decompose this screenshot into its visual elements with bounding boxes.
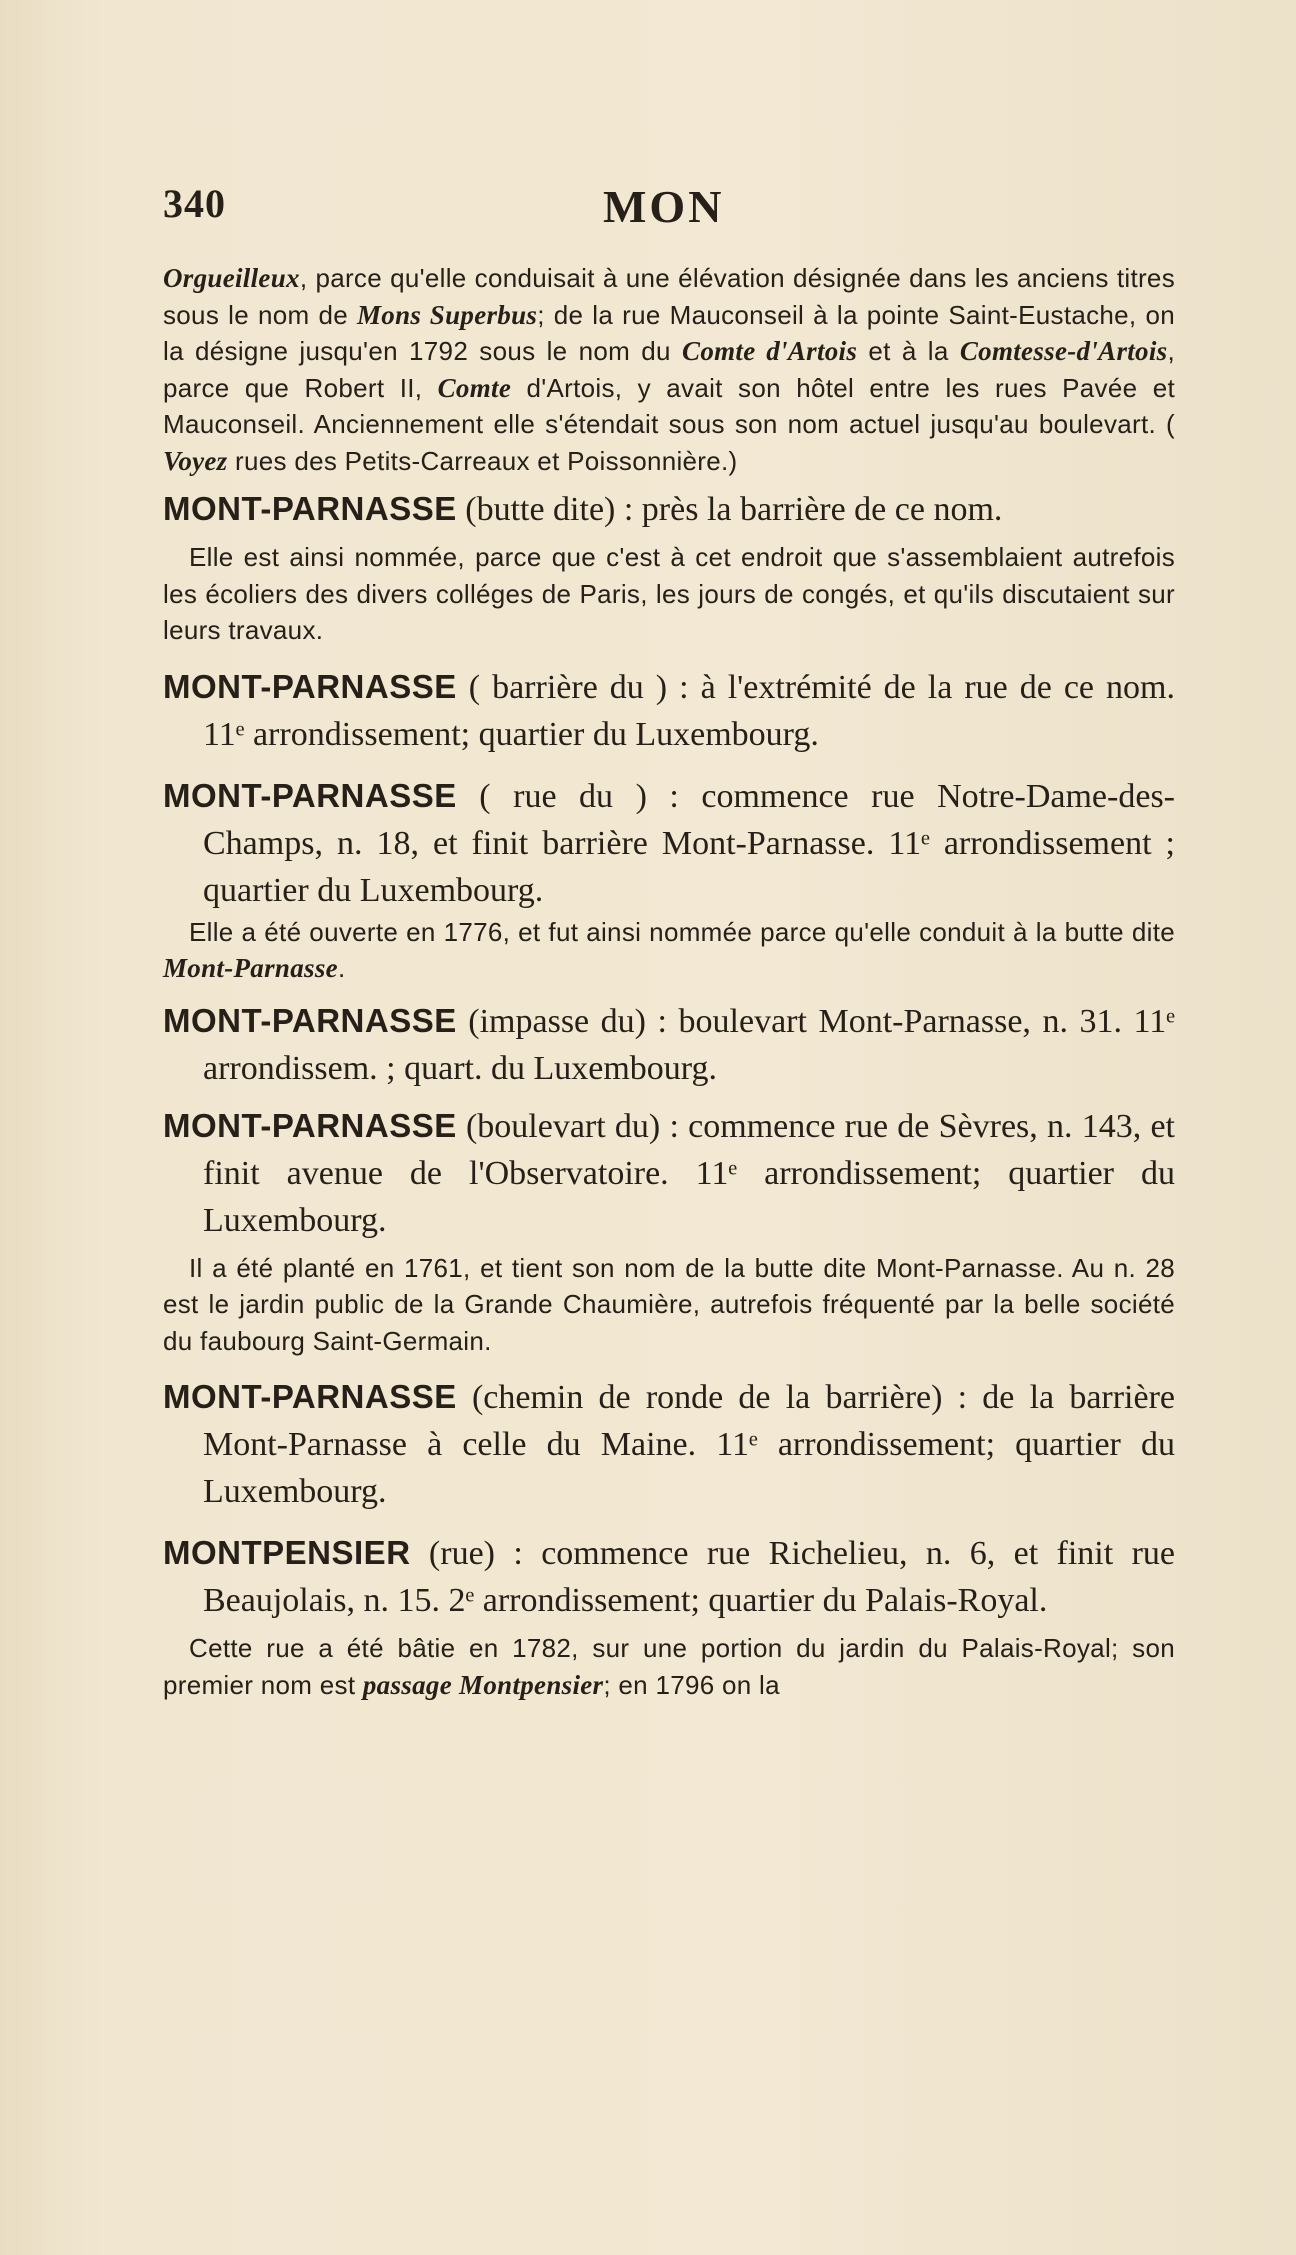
entry-note xyxy=(163,914,1175,987)
text-run: d'Artois, y avait son hôtel entre les rues Pavée et Mauconseil. Anciennement elle s'étendait sous son nom actuel jusqu'au boulevart. ( xyxy=(163,372,1175,439)
running-head: MON xyxy=(603,181,725,232)
continued-paragraph xyxy=(163,260,1175,479)
text-run: , parce que Robert II, xyxy=(163,336,1175,403)
entry-headword: MONT-PARNASSE xyxy=(163,1001,457,1039)
italic-text: Comte xyxy=(437,372,512,403)
entry-barriere xyxy=(163,663,1175,758)
entry-headword: MONT-PARNASSE xyxy=(163,1378,457,1415)
entry-text: ( barrière du ) : à l'extrémité de la rue de ce nom. 11ᵉ arrondissement; quartier du Luxembourg. xyxy=(203,668,1175,753)
entry-chemin xyxy=(163,1373,1175,1515)
text-run: et à la xyxy=(857,336,960,366)
entry-montpensier xyxy=(163,1529,1175,1624)
entry-text: (boulevart du) : commence rue de Sèvres, n. 143, et finit avenue de l'Observatoire. 11ᵉ arrondissement; quartier du Luxembourg. xyxy=(203,1107,1175,1239)
italic-text: Mons Superbus xyxy=(357,299,538,330)
entry-text: ( rue du ) : commence rue Notre-Dame-des-Champs, n. 18, et finit barrière Mont-Parnasse. 11ᵉ arrondissement ; quartier du Luxembourg. xyxy=(203,777,1175,909)
italic-text: passage Montpensier xyxy=(362,1669,604,1700)
entry-boulevart xyxy=(163,1102,1175,1244)
text-run: . xyxy=(337,953,346,983)
entry-butte xyxy=(163,485,1175,533)
italic-text: Voyez xyxy=(163,445,228,476)
entry-rue xyxy=(163,772,1175,914)
page-number: 340 xyxy=(163,181,226,226)
italic-text: Comte d'Artois xyxy=(682,336,858,366)
text-run: Cette rue a été bâtie en 1782, sur une portion du jardin du Palais-Royal; son premier nom est xyxy=(163,1633,1175,1700)
entry-headword: MONT-PARNASSE xyxy=(163,776,457,814)
entry-headword: MONT-PARNASSE xyxy=(163,1106,457,1144)
entry-note: Elle est ainsi nommée, parce que c'est à cet endroit que s'assemblaient autrefois les écoliers des divers colléges de Paris, les jours de congés, et qu'ils discutaient sur leurs travaux. xyxy=(163,542,1175,645)
entry-impasse xyxy=(163,997,1175,1092)
text-run: Elle a été ouverte en 1776, et fut ainsi nommée parce qu'elle conduit à la butte dite xyxy=(189,916,1175,947)
entry-note xyxy=(163,1630,1175,1703)
page-content xyxy=(163,260,1175,1703)
entry-text: (impasse du) : boulevart Mont-Parnasse, n. 31. 11ᵉ arrondissem. ; quart. du Luxembourg. xyxy=(203,1002,1175,1087)
entry-text: (rue) : commence rue Richelieu, n. 6, et finit rue Beaujolais, n. 15. 2ᵉ arrondissement; quartier du Palais-Royal. xyxy=(203,1535,1175,1619)
page-header xyxy=(163,180,1175,240)
entry-headword: MONT-PARNASSE xyxy=(163,667,457,705)
italic-text: Comtesse-d'Artois xyxy=(959,336,1168,366)
entry-headword: MONT-PARNASSE xyxy=(163,490,457,527)
text-run: , parce qu'elle conduisait à une élévation désignée dans les anciens titres sous le nom de xyxy=(163,263,1175,330)
entry-text: (chemin de ronde de la barrière) : de la barrière Mont-Parnasse à celle du Maine. 11ᵉ arrondissement; quartier du Luxembourg. xyxy=(203,1379,1175,1510)
italic-text: Mont-Parnasse xyxy=(163,953,338,983)
entry-headword: MONTPENSIER xyxy=(163,1534,411,1571)
entry-note: Il a été planté en 1761, et tient son nom de la butte dite Mont-Parnasse. Au n. 28 est le jardin public de la Grande Chaumière, autrefois fréquenté par la belle société du faubourg Saint-Germain. xyxy=(163,1252,1175,1356)
text-run: ; en 1796 on la xyxy=(603,1669,780,1700)
entry-text: (butte dite) : près la barrière de ce nom. xyxy=(456,491,1003,528)
text-run: ; de la rue Mauconseil à la pointe Saint-Eustache, on la désigne jusqu'en 1792 sous le nom du xyxy=(163,299,1175,366)
italic-text: Orgueilleux xyxy=(163,263,300,293)
text-run: rues des Petits-Carreaux et Poissonnière.) xyxy=(227,445,738,476)
